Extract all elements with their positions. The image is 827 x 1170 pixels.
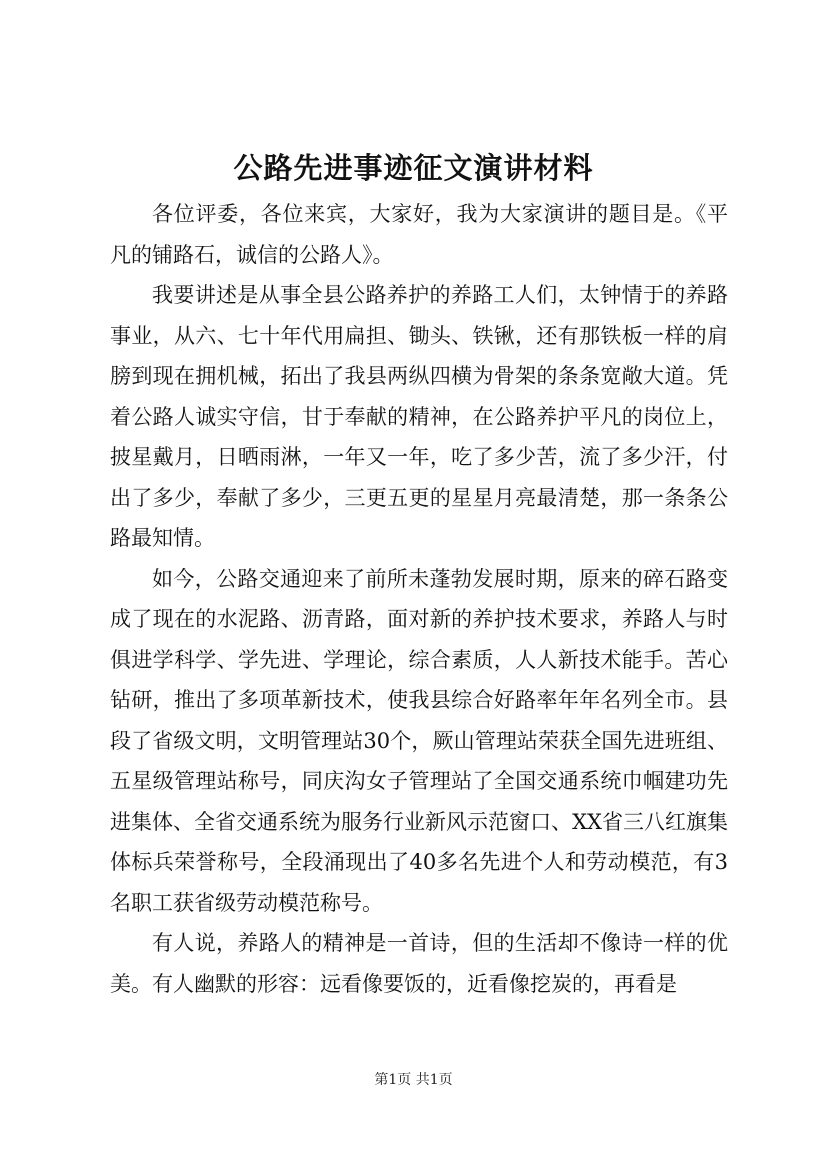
paragraph-workers: 我要讲述是从事全县公路养护的养路工人们，太钟情于的养路事业，从六、七十年代用扁担、锄头、铁锹，还有那铁板一样的肩膀到现在拥机械，拓出了我县两纵四横为骨架的条条宽敞大道。凭着公路人诚实守信，甘于奉献的精神，在公路养护平凡的岗位上，披星戴月，日晒雨淋，一年又一年，吃了多少苦，流了多少汗，付出了多少，奉献了多少，三更五更的星星月亮最清楚，那一条条公路最知情。 bbox=[110, 283, 728, 550]
page-footer: 第1页 共1页 bbox=[374, 1072, 453, 1088]
paragraph-life: 有人说，养路人的精神是一首诗，但的生活却不像诗一样的优美。有人幽默的形容：远看像要饭的，近看像挖炭的，再看是 bbox=[110, 931, 728, 996]
document-title: 公路先进事迹征文演讲材料 bbox=[233, 151, 594, 185]
document-body bbox=[110, 194, 728, 1004]
paragraph-achievements: 如今，公路交通迎来了前所未蓬勃发展时期，原来的碎石路变成了现在的水泥路、沥青路，面对新的养护技术要求，养路人与时俱进学科学、学先进、学理论，综合素质，人人新技术能手。苦心钻研，推出了多项革新技术，使我县综合好路率年年名列全市。县段了省级文明，文明管理站30个，厥山管理站荣获全国先进班组、五星级管理站称号，同庆沟女子管理站了全国交通系统巾帼建功先进集体、全省交通系统为服务行业新风示范窗口、XX省三八红旗集体标兵荣誉称号，全段涌现出了40多名先进个人和劳动模范，有3名职工获省级劳动模范称号。 bbox=[110, 566, 728, 915]
paragraph-greeting: 各位评委，各位来宾，大家好，我为大家演讲的题目是。《平凡的铺路石，诚信的公路人》。 bbox=[110, 202, 728, 267]
